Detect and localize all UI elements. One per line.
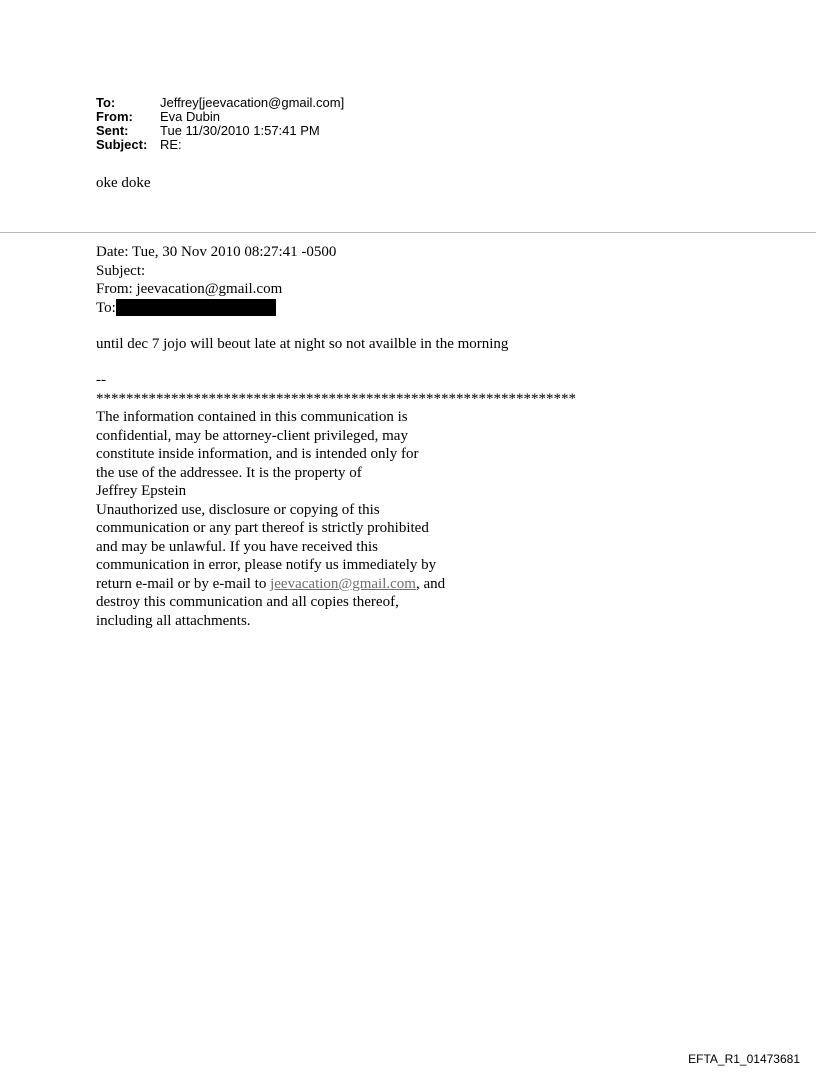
signature-line: The information contained in this communication is [96,409,408,425]
signature-line: confidential, may be attorney-client privileged, may [96,427,408,444]
signature-stars: **************************************************************** [96,390,576,407]
header-sent-row [96,124,344,138]
redaction-bar [116,299,276,316]
signature-line: Unauthorized use, disclosure or copying of this [96,501,380,518]
email-header [96,96,344,152]
sent-label: Sent: [96,123,129,138]
signature-line: communication in error, please notify us immediately by [96,557,437,573]
signature-line: the use of the addressee. It is the property of [96,464,362,481]
original-from: From: jeevacation@gmail.com [96,281,283,297]
subject-value: RE: [160,137,182,152]
return-prefix: return e-mail or by e-mail to [96,575,271,592]
sent-value: Tue 11/30/2010 1:57:41 PM [160,123,320,138]
confidentiality-signature [96,371,576,630]
to-value: Jeffrey[jeevacation@gmail.com] [160,95,345,110]
signature-line: and may be unlawful. If you have received this [96,538,378,555]
original-to-row [96,299,336,318]
email-link[interactable]: jeevacation@gmail.com [270,575,416,592]
signature-dashes: -- [96,372,106,388]
reply-body: oke doke [96,175,151,191]
return-suffix: , and [415,575,446,592]
header-to-row [96,96,344,110]
signature-destroy-line: destroy this communication and all copies thereof, [96,594,399,610]
original-date: Date: Tue, 30 Nov 2010 08:27:41 -0500 [96,244,337,260]
message-divider [0,232,816,233]
original-message-header [96,243,336,317]
from-value: Eva Dubin [160,109,220,124]
header-subject-row [96,138,344,152]
header-from-row [96,110,344,124]
signature-return-line [96,575,576,594]
original-subject: Subject: [96,262,146,279]
to-label: To: [96,95,116,110]
subject-label: Subject: [96,137,148,152]
signature-line: constitute inside information, and is intended only for [96,446,419,462]
document-id: EFTA_R1_01473681 [688,1052,800,1066]
signature-attachments-line: including all attachments. [96,612,251,629]
original-to-label: To: [96,299,116,316]
signature-line: Jeffrey Epstein [96,483,187,499]
from-label: From: [96,109,133,124]
signature-line: communication or any part thereof is strictly prohibited [96,520,429,536]
original-body: until dec 7 jojo will beout late at night so not availble in the morning [96,336,509,352]
